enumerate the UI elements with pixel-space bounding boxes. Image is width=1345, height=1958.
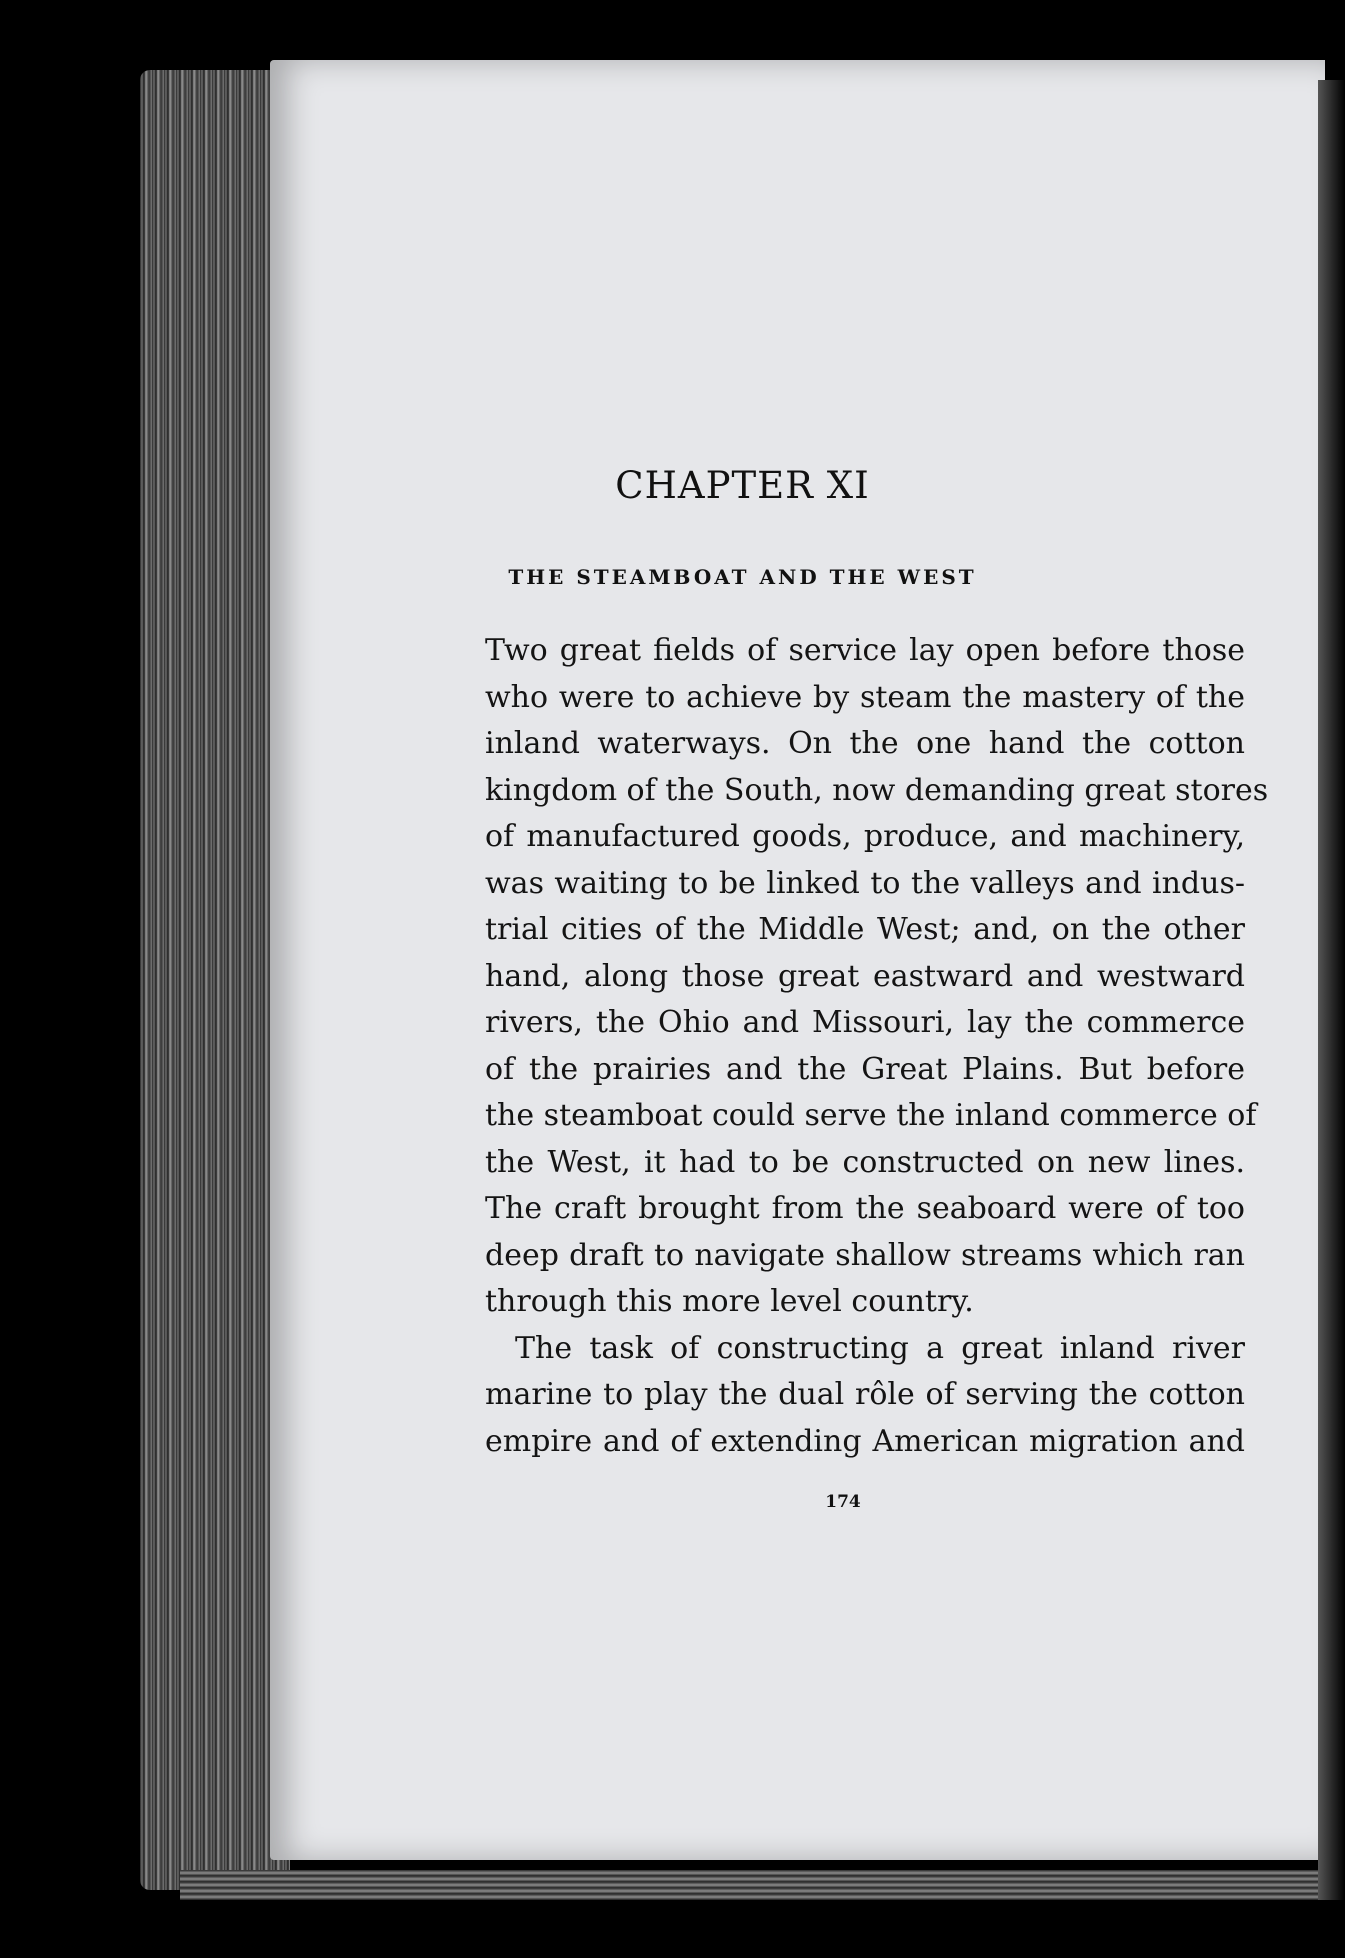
book-spine-edge [140,70,290,1890]
text-line: of manufactured goods, produce, and machinery, [485,819,1245,854]
chapter-title: CHAPTER XI [615,464,870,507]
text-line: empire and of extending American migration and [485,1423,1245,1459]
text-line: marine to play the dual rôle of serving the cotton [485,1377,1245,1412]
text-line: inland waterways. On the one hand the cotton [485,726,1245,761]
text-line: The task of constructing a great inland river [515,1330,1245,1366]
text-line: deep draft to navigate shallow streams which ran [485,1237,1245,1273]
page-number: 174 [825,1492,861,1512]
page-bottom-edge [180,1870,1320,1900]
chapter-subtitle: THE STEAMBOAT AND THE WEST [508,565,977,589]
text-line: kingdom of the South, now demanding great stores [485,772,1269,808]
text-line: through this more level country. [485,1284,974,1319]
right-page-edge [1318,80,1345,1900]
text-line: who were to achieve by steam the mastery of the [485,679,1245,715]
text-line: trial cities of the Middle West; and, on the other [485,912,1245,947]
text-line: Two great fields of service lay open before those [485,633,1245,668]
body-text [485,628,1269,1465]
text-line: was waiting to be linked to the valleys and indus- [485,865,1245,901]
paragraph-1 [485,628,1269,1326]
text-line: of the prairies and the Great Plains. But before [485,1051,1245,1087]
text-line: the West, it had to be constructed on new lines. [485,1144,1245,1180]
text-line: hand, along those great eastward and westward [485,958,1245,994]
text-line: the steamboat could serve the inland commerce of [485,1098,1257,1133]
text-line: rivers, the Ohio and Missouri, lay the commerce [485,1005,1245,1040]
text-line: The craft brought from the seaboard were of too [485,1191,1245,1226]
paragraph-2 [485,1326,1245,1466]
